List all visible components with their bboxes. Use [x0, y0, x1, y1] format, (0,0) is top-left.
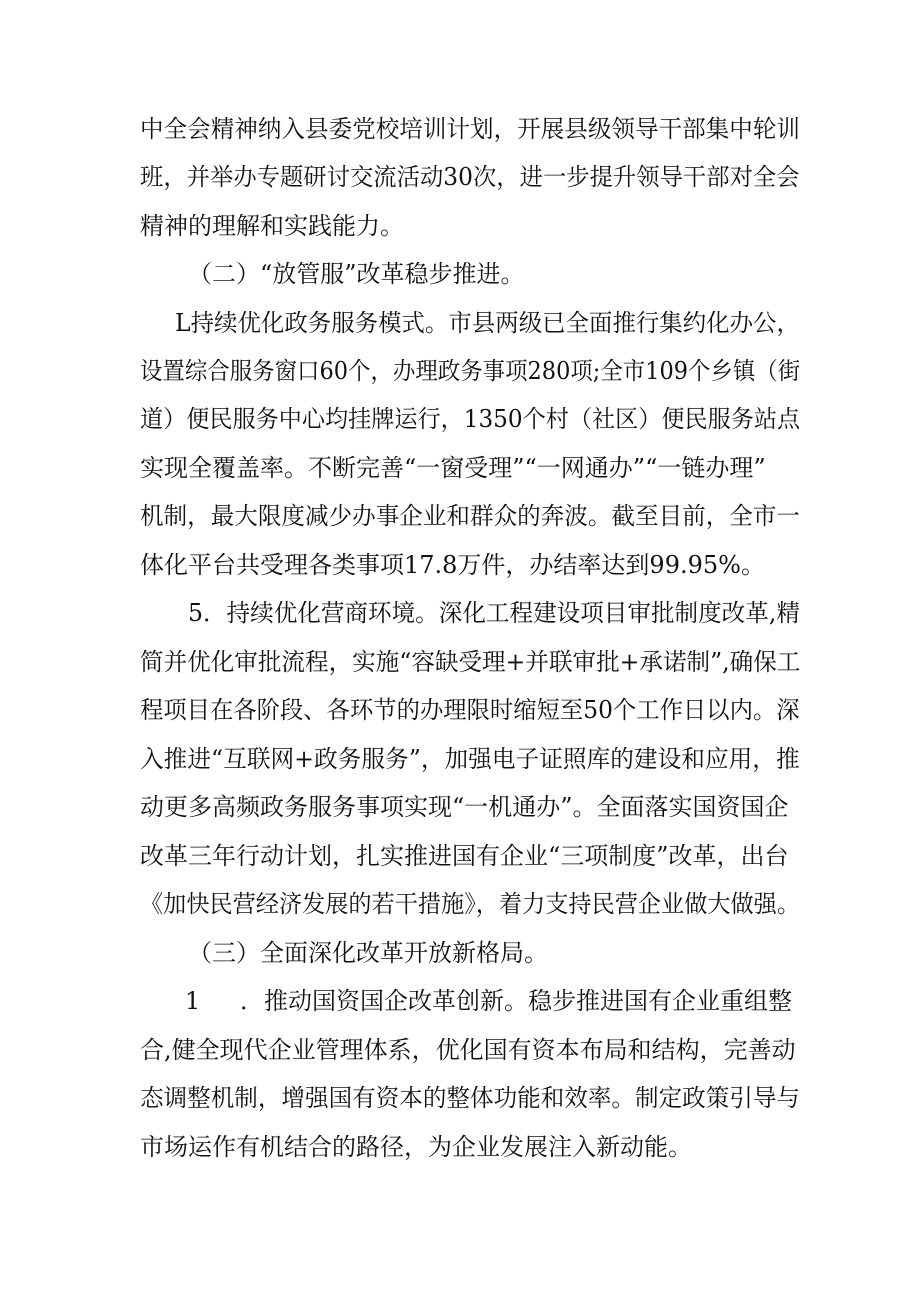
para4-number: 1 [185, 987, 201, 1015]
section-heading-2: （二）“放管服”改革稳步推进。 [188, 260, 525, 288]
para2-line-1: L持续优化政务服务模式。市县两级已全面推行集约化办公， [175, 309, 800, 337]
para3-line-2: 简并优化审批流程，实施“容缺受理+并联审批+承诺制”,确保工 [140, 648, 801, 676]
para2-line-5: 机制，最大限度减少办事企业和群众的奔波。截至目前，全市一 [140, 502, 800, 530]
para3-line-3: 程项目在各阶段、各环节的办理限时缩短至50个工作日以内。深 [140, 696, 800, 724]
para1-line-1: 中全会精神纳入县委党校培训计划，开展县级领导干部集中轮训 [140, 115, 800, 143]
para4-line-1: ．推动国资国企改革创新。稳步推进国有企业重组整 [240, 987, 792, 1015]
para3-line-4: 入推进“互联网+政务服务”，加强电子证照库的建设和应用，推 [140, 745, 800, 773]
para3-line-5: 动更多高频政务服务事项实现“一机通办”。全面落实国资国企 [140, 793, 789, 821]
para2-line-2: 设置综合服务窗口60个，办理政务事项280项;全市109个乡镇（街 [140, 357, 801, 385]
para1-line-3: 精神的理解和实践能力。 [140, 212, 404, 240]
para1-line-2: 班，并举办专题研讨交流活动30次，进一步提升领导干部对全会 [140, 163, 800, 191]
section-heading-3: （三）全面深化改革开放新格局。 [188, 939, 548, 967]
para4-line-2: 合,健全现代企业管理体系，优化国有资本布局和结构，完善动 [140, 1036, 796, 1064]
para4-line-3: 态调整机制，增强国有资本的整体功能和效率。制定政策引导与 [140, 1084, 800, 1112]
para2-line-3: 道）便民服务中心均挂牌运行，1350个村（社区）便民服务站点 [140, 405, 801, 433]
para3-line-1: 5．持续优化营商环境。深化工程建设项目审批制度改革,精 [188, 599, 800, 627]
para2-line-6: 体化平台共受理各类事项17.8万件，办结率达到99.95%。 [140, 551, 765, 579]
para3-line-6: 改革三年行动计划，扎实推进国有企业“三项制度”改革，出台 [140, 842, 789, 870]
para2-line-4: 实现全覆盖率。不断完善“一窗受理”“一网通办”“一链办理” [140, 454, 766, 482]
para4-line-4: 市场运作有机结合的路径，为企业发展注入新动能。 [140, 1133, 692, 1161]
para3-line-7: 《加快民营经济发展的若干措施》，着力支持民营企业做大做强。 [140, 890, 800, 918]
